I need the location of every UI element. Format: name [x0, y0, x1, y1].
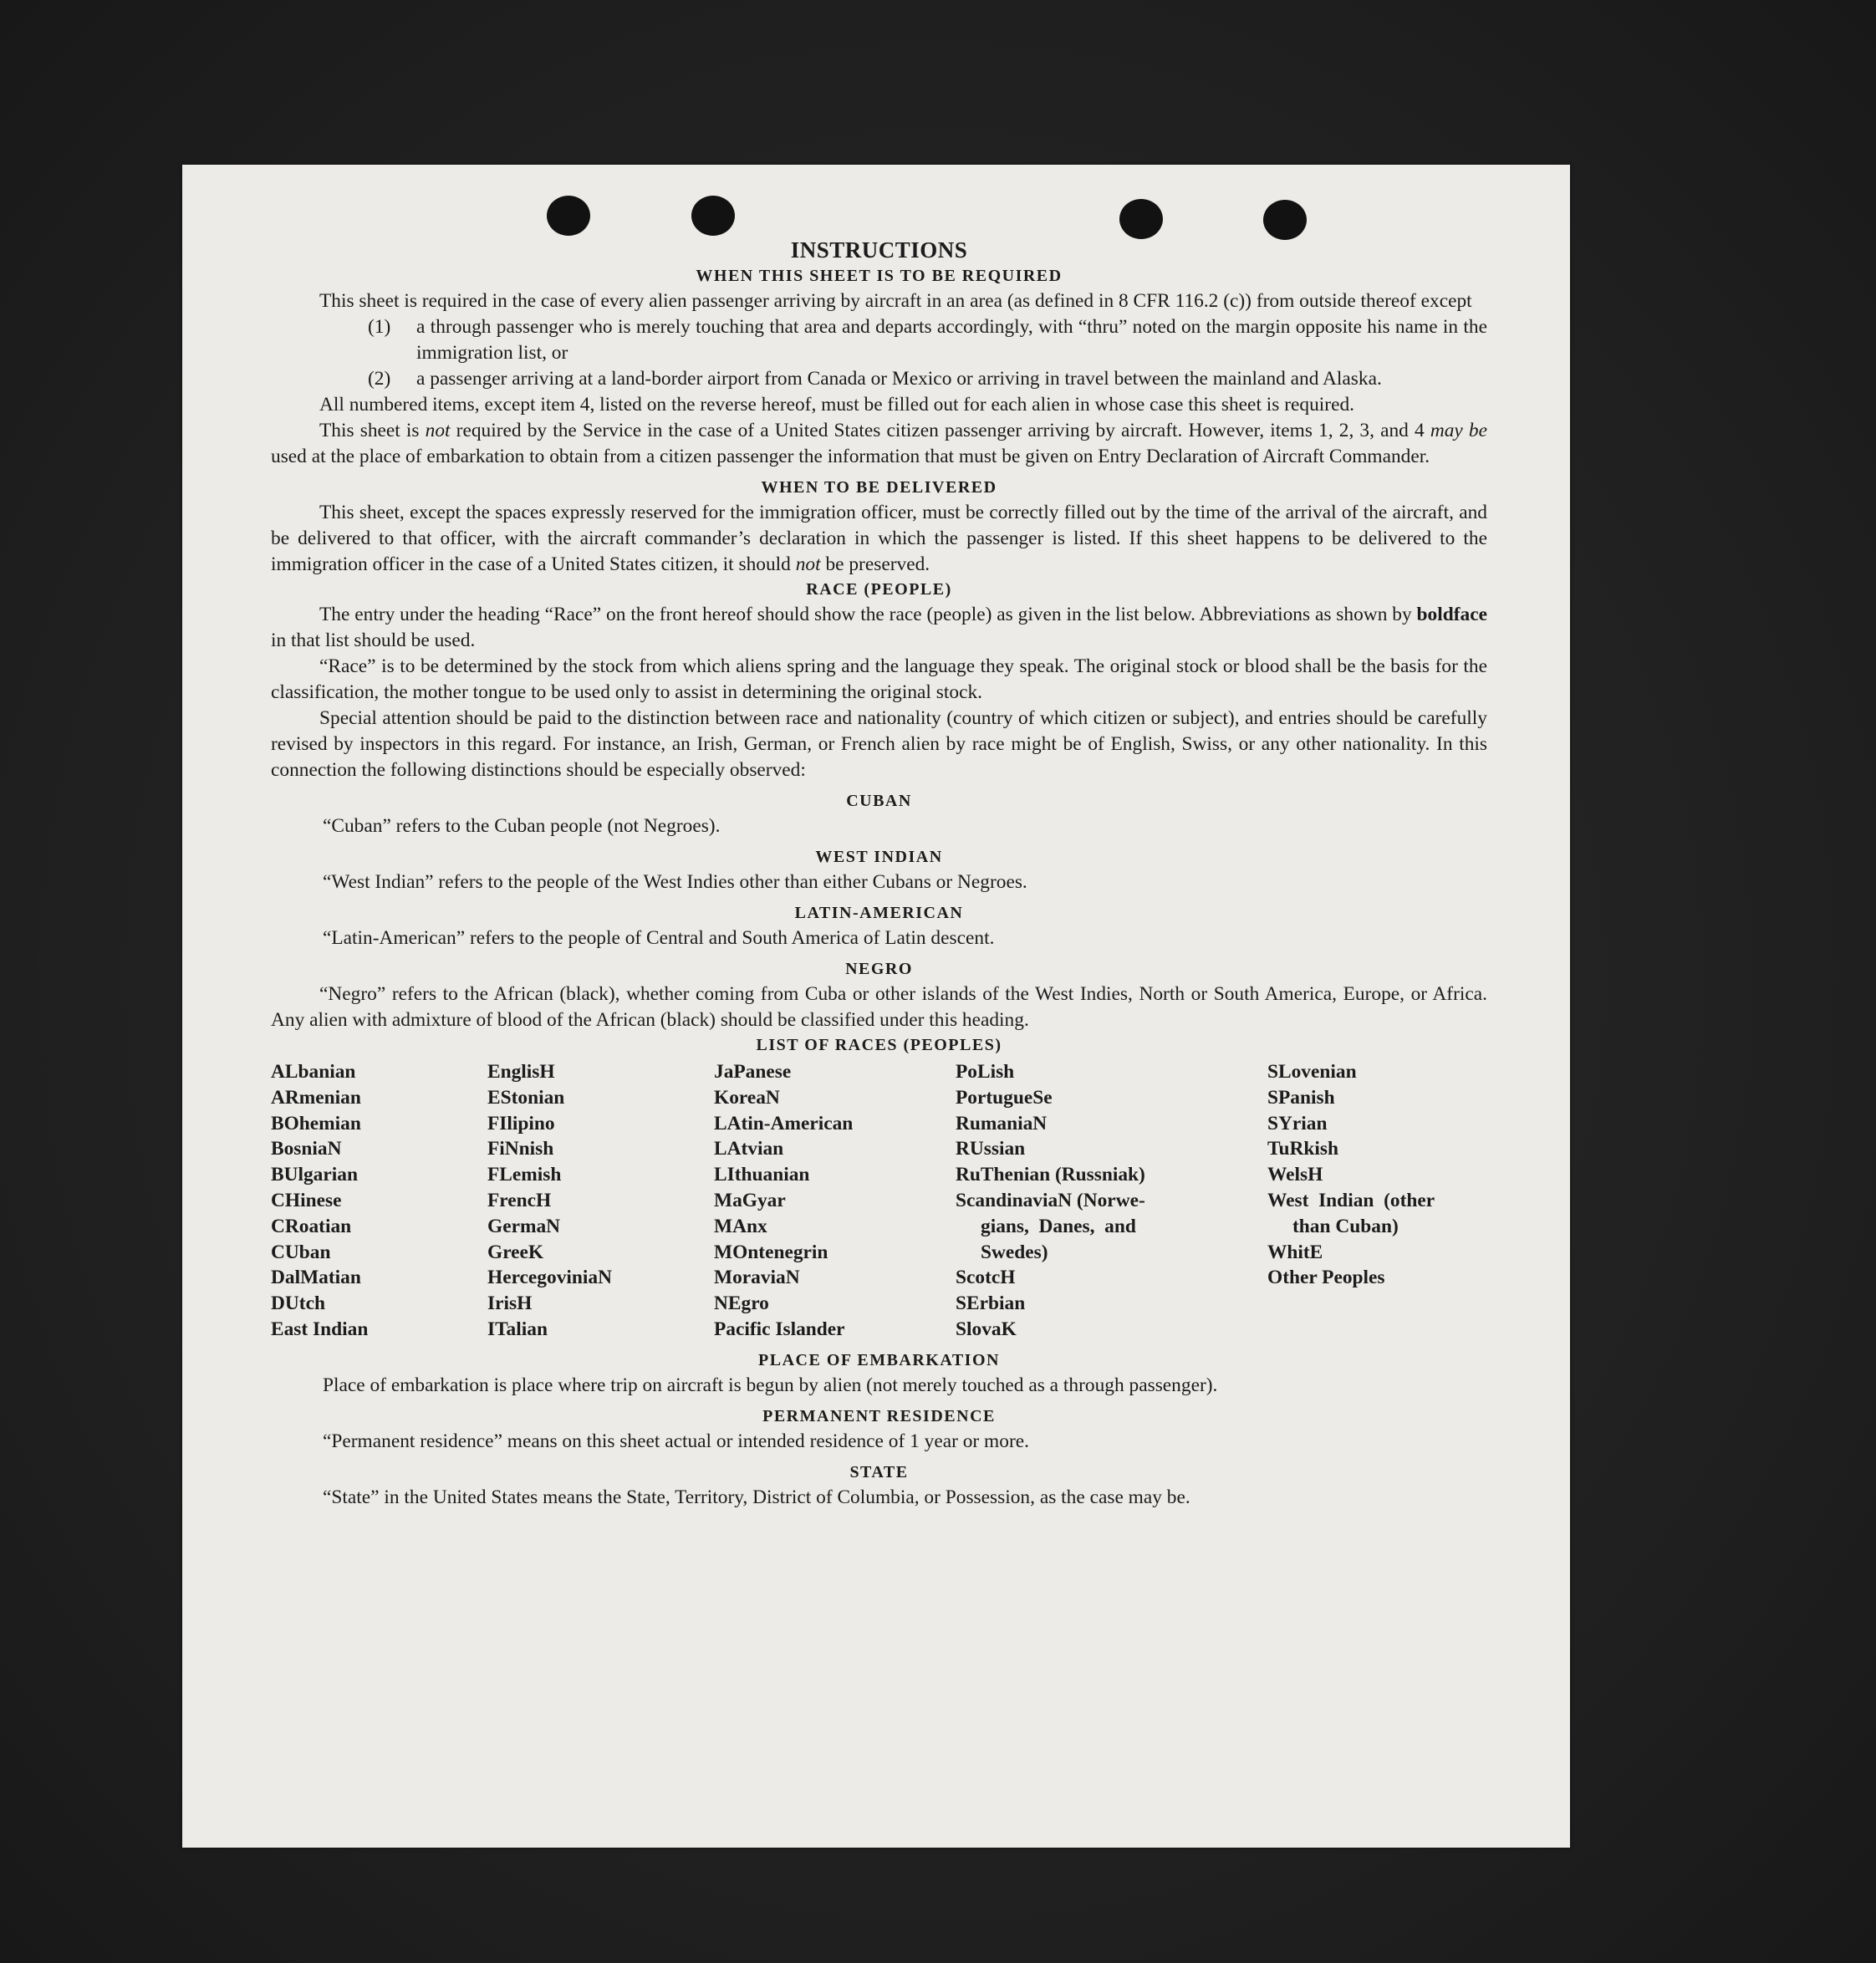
race-entry: MOntenegrin: [714, 1241, 828, 1263]
heading-west-indian: WEST INDIAN: [815, 848, 943, 866]
race-entry: RumaniaN: [956, 1112, 1048, 1134]
race-entry-continuation: Swedes): [981, 1241, 1048, 1263]
emphasis-not: not: [795, 553, 821, 575]
race-entry: WhitE: [1267, 1241, 1323, 1263]
race-entry-continuation: gians, Danes, and: [981, 1215, 1136, 1237]
text-run: required by the Service in the case of a United States citizen passenger arriving by aircraft. However, items 1, 2, 3, and 4: [450, 420, 1430, 441]
race-entry: DalMatian: [271, 1267, 361, 1289]
text-run: This sheet, except the spaces expressly reserved for the immigration officer, must be correctly filled out by the time of the arrival of the aircraft, and be delivered to that officer, with the aircraft commander’s declaration in which the passenger is listed. If this sheet happens to be delivered to the immigration officer in the case of a United States citizen, it should: [271, 502, 1487, 575]
instruction-sheet: [182, 165, 1570, 1848]
document-body: [271, 236, 1487, 1511]
when-delivered-text: [271, 500, 1487, 578]
race-entry: RUssian: [956, 1138, 1026, 1160]
emphasis-not: not: [425, 420, 451, 441]
race-entry-west-indian: West Indian (other: [1267, 1189, 1435, 1211]
latin-american-text: “Latin-American” refers to the people of Central and South America of Latin descent.: [323, 927, 995, 949]
race-entry: LIthuanian: [714, 1164, 810, 1186]
race-entry: CUban: [271, 1241, 331, 1263]
heading-state: STATE: [849, 1462, 909, 1481]
punch-hole: [1119, 199, 1163, 239]
punch-hole: [691, 196, 735, 236]
west-indian-text: “West Indian” refers to the people of the West Indies other than either Cubans or Negroes.: [323, 871, 1027, 893]
residence-text: “Permanent residence” means on this sheet actual or intended residence of 1 year or more.: [323, 1430, 1029, 1452]
race-entry: ALbanian: [271, 1061, 356, 1083]
race-entry: Other Peoples: [1267, 1267, 1385, 1289]
exception-item-2: [271, 366, 1487, 392]
item-text: a through passenger who is merely touching that area and departs accordingly, with “thru” noted on the margin opposite his name in the immigration list, or: [416, 316, 1487, 364]
race-entry: ScotcH: [956, 1267, 1016, 1289]
race-entry: SErbian: [956, 1293, 1026, 1315]
document-title: INSTRUCTIONS: [790, 237, 968, 263]
text-run: in that list should be used.: [271, 630, 476, 651]
race-entry-scandinavian: ScandinaviaN (Norwe-: [956, 1189, 1145, 1211]
heading-when-required: WHEN THIS SHEET IS TO BE REQUIRED: [696, 267, 1063, 285]
text-run: used at the place of embarkation to obtain from a citizen passenger the information that must be given on Entry Declaration of Aircraft Commander.: [271, 446, 1430, 467]
race-entry: PortugueSe: [956, 1086, 1053, 1109]
race-entry: KoreaN: [714, 1086, 780, 1109]
race-entry: FLemish: [487, 1164, 562, 1186]
race-para1: [271, 602, 1487, 654]
race-para3: Special attention should be paid to the distinction between race and nationality (country of which citizen or subject), and entries should be carefully revised by inspectors in this regard. For instance, an Irish, German, or French alien by race might be of English, Swiss, or any other nationality. In this connection the following distinctions should be especially observed:: [271, 707, 1487, 781]
race-entry: FiNnish: [487, 1138, 554, 1160]
race-entry: NEgro: [714, 1293, 769, 1315]
race-entry: FIlipino: [487, 1112, 555, 1134]
race-entry: EStonian: [487, 1086, 565, 1109]
race-entry: JaPanese: [714, 1061, 792, 1083]
when-required-para2: All numbered items, except item 4, listed on the reverse hereof, must be filled out for each alien in whose case this sheet is required.: [319, 394, 1355, 416]
heading-list-of-races: LIST OF RACES (PEOPLES): [756, 1036, 1002, 1054]
race-entry: FrencH: [487, 1189, 552, 1211]
race-entry: MoraviaN: [714, 1267, 800, 1289]
item-text: a passenger arriving at a land-border airport from Canada or Mexico or arriving in travel between the mainland and Alaska.: [416, 368, 1382, 390]
race-column-2: [487, 1059, 714, 1343]
race-list: [271, 1059, 1487, 1343]
race-entry: East Indian: [271, 1318, 369, 1340]
text-run: This sheet is: [319, 420, 426, 441]
race-entry: MAnx: [714, 1215, 767, 1237]
heading-when-delivered: WHEN TO BE DELIVERED: [761, 478, 997, 497]
exception-item-1: [271, 314, 1487, 366]
heading-permanent-residence: PERMANENT RESIDENCE: [762, 1406, 996, 1425]
embarkation-text: Place of embarkation is place where trip on aircraft is begun by alien (not merely touched as a through passenger).: [323, 1374, 1218, 1396]
heading-cuban: CUBAN: [846, 792, 912, 810]
race-entry: TuRkish: [1267, 1138, 1338, 1160]
text-run: The entry under the heading “Race” on the front hereof should show the race (people) as given in the list below. Abbreviations as shown by: [319, 604, 1417, 625]
race-para2: “Race” is to be determined by the stock from which aliens spring and the language they speak. The original stock or blood shall be the basis for the classification, the mother tongue to be used only to assist in determining the original stock.: [271, 655, 1487, 703]
race-entry: SlovaK: [956, 1318, 1017, 1340]
when-required-para3: [271, 418, 1487, 470]
race-entry: GreeK: [487, 1241, 544, 1263]
race-entry: MaGyar: [714, 1189, 786, 1211]
state-text: “State” in the United States means the State, Territory, District of Columbia, or Possession, as the case may be.: [323, 1486, 1190, 1508]
race-entry: WelsH: [1267, 1164, 1323, 1186]
race-entry: GermaN: [487, 1215, 561, 1237]
race-entry: CRoatian: [271, 1215, 352, 1237]
race-entry: SPanish: [1267, 1086, 1335, 1109]
race-entry: SYrian: [1267, 1112, 1328, 1134]
heading-negro: NEGRO: [845, 960, 913, 978]
race-column-4: [956, 1059, 1267, 1343]
heading-place-of-embarkation: PLACE OF EMBARKATION: [758, 1350, 1000, 1369]
text-run: be preserved.: [820, 553, 930, 575]
item-number: (1): [368, 316, 391, 338]
race-entry: Pacific Islander: [714, 1318, 845, 1340]
item-number: (2): [368, 368, 391, 390]
race-entry: LAtin-American: [714, 1112, 854, 1134]
race-entry: LAtvian: [714, 1138, 784, 1160]
race-column-3: [714, 1059, 956, 1343]
when-required-intro: This sheet is required in the case of every alien passenger arriving by aircraft in an area (as defined in 8 CFR 116.2 (c)) from outside thereof except: [319, 290, 1472, 312]
race-entry: BosniaN: [271, 1138, 342, 1160]
race-column-5: [1267, 1059, 1487, 1343]
race-entry: RuThenian (Russniak): [956, 1164, 1145, 1186]
race-entry: ARmenian: [271, 1086, 361, 1109]
heading-race: RACE (PEOPLE): [806, 580, 952, 599]
race-entry: BUlgarian: [271, 1164, 358, 1186]
race-entry: CHinese: [271, 1189, 342, 1211]
cuban-text: “Cuban” refers to the Cuban people (not Negroes).: [323, 815, 721, 837]
race-entry: IrisH: [487, 1293, 533, 1315]
emphasis-may-be: may be: [1430, 420, 1488, 441]
emphasis-boldface: boldface: [1416, 604, 1487, 625]
race-entry: BOhemian: [271, 1112, 361, 1134]
punch-hole: [1263, 200, 1307, 240]
race-entry-continuation: than Cuban): [1292, 1215, 1399, 1237]
race-entry: SLovenian: [1267, 1061, 1357, 1083]
race-entry: DUtch: [271, 1293, 325, 1315]
negro-text: “Negro” refers to the African (black), whether coming from Cuba or other islands of the West Indies, North or South America, Europe, or Africa. Any alien with admixture of blood of the African (black) should be classified under this heading.: [271, 983, 1487, 1031]
race-entry: ITalian: [487, 1318, 548, 1340]
race-entry: PoLish: [956, 1061, 1015, 1083]
race-entry: HercegoviniaN: [487, 1267, 612, 1289]
punch-hole: [547, 196, 590, 236]
race-column-1: [271, 1059, 487, 1343]
heading-latin-american: LATIN-AMERICAN: [794, 904, 964, 922]
race-entry: EnglisH: [487, 1061, 555, 1083]
